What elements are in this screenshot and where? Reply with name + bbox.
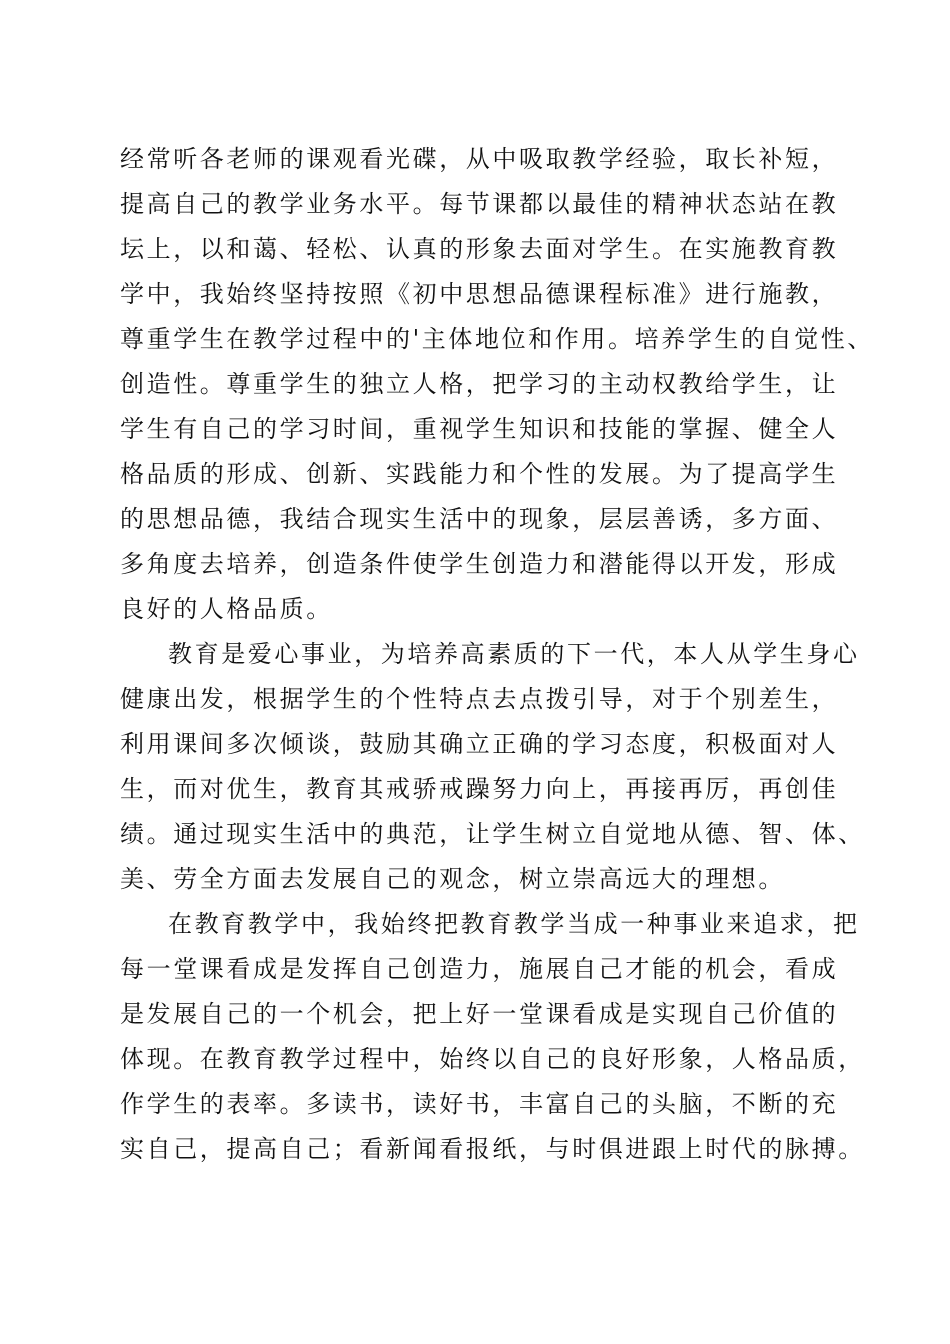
text-line: 实自己，提高自己；看新闻看报纸，与时俱进跟上时代的脉搏。: [120, 1135, 865, 1163]
text-line: 是发展自己的一个机会，把上好一堂课看成是实现自己价值的: [120, 1000, 839, 1028]
text-line: 绩。通过现实生活中的典范，让学生树立自觉地从德、智、体、: [120, 820, 865, 848]
text-line: 尊重学生在教学过程中的'主体地位和作用。培养学生的自觉性、: [120, 325, 874, 353]
text-line: 每一堂课看成是发挥自己创造力，施展自己才能的机会，看成: [120, 955, 839, 983]
text-line: 学生有自己的学习时间，重视学生知识和技能的掌握、健全人: [120, 415, 839, 443]
text-line: 坛上，以和蔼、轻松、认真的形象去面对学生。在实施教育教: [120, 235, 839, 263]
text-line: 多角度去培养，创造条件使学生创造力和潜能得以开发，形成: [120, 550, 839, 578]
text-line: 提高自己的教学业务水平。每节课都以最佳的精神状态站在教: [120, 190, 839, 218]
text-line: 美、劳全方面去发展自己的观念，树立崇高远大的理想。: [120, 865, 785, 893]
text-line: 经常听各老师的课观看光碟，从中吸取教学经验，取长补短，: [120, 145, 839, 173]
text-line: 作学生的表率。多读书，读好书，丰富自己的头脑，不断的充: [120, 1090, 839, 1118]
text-line: 良好的人格品质。: [120, 595, 333, 623]
text-line: 利用课间多次倾谈，鼓励其确立正确的学习态度，积极面对人: [120, 730, 839, 758]
text-line: 创造性。尊重学生的独立人格，把学习的主动权教给学生，让: [120, 370, 839, 398]
text-line: 健康出发，根据学生的个性特点去点拨引导，对于个别差生，: [120, 685, 839, 713]
text-line: 的思想品德，我结合现实生活中的现象，层层善诱，多方面、: [120, 505, 839, 533]
text-line: 格品质的形成、创新、实践能力和个性的发展。为了提高学生: [120, 460, 839, 488]
text-line: 学中，我始终坚持按照《初中思想品德课程标准》进行施教，: [120, 280, 839, 308]
paragraph-start-line: 教育是爱心事业，为培养高素质的下一代，本人从学生身心: [168, 640, 860, 668]
document-body: [120, 137, 920, 1172]
text-line: 生，而对优生，教育其戒骄戒躁努力向上，再接再厉，再创佳: [120, 775, 839, 803]
text-line: 体现。在教育教学过程中，始终以自己的良好形象，人格品质，: [120, 1045, 865, 1073]
paragraph-start-line: 在教育教学中，我始终把教育教学当成一种事业来追求，把: [168, 910, 860, 938]
